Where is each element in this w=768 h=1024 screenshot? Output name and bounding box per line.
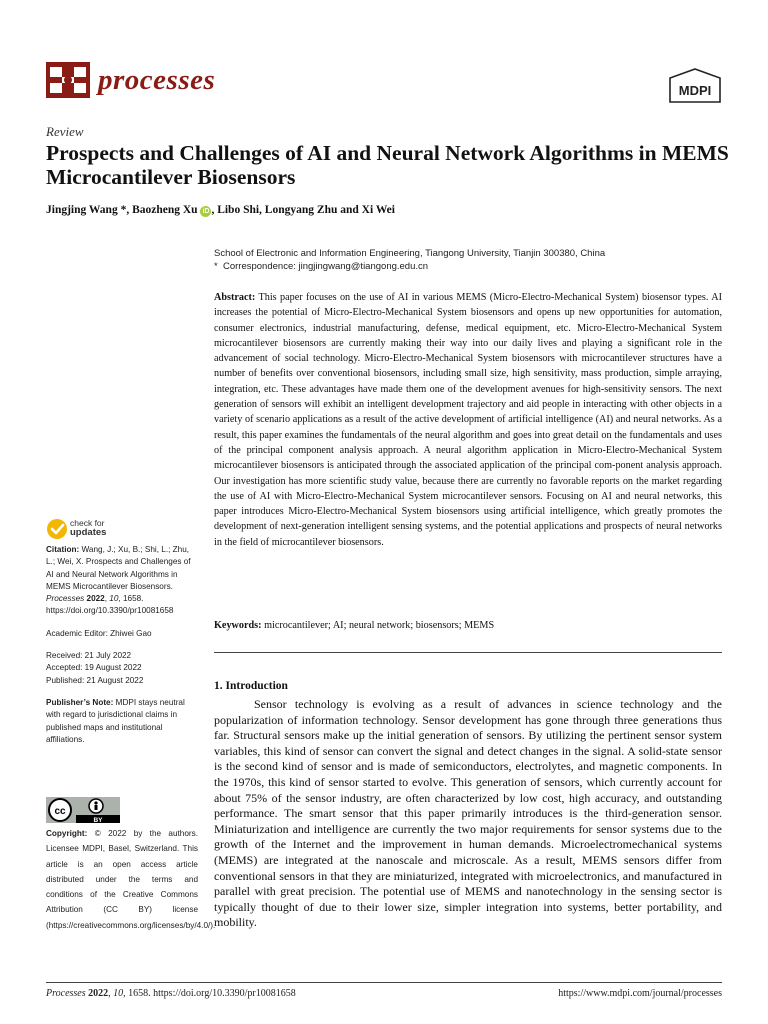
mdpi-logo-text: MDPI bbox=[678, 83, 712, 98]
abstract-label: Abstract: bbox=[214, 292, 256, 303]
published-date: Published: 21 August 2022 bbox=[46, 675, 144, 685]
article-title: Prospects and Challenges of AI and Neural Network Algorithms in MEMS Microcantilever Biosensors bbox=[46, 141, 729, 189]
publisher-note bbox=[46, 697, 198, 746]
check-for-updates-badge[interactable] bbox=[46, 516, 136, 542]
journal-logo bbox=[46, 62, 90, 98]
citation-volume: 10 bbox=[109, 594, 119, 604]
publisher-note-text: MDPI stays neutral with regard to jurisdictional claims in published maps and institutional affiliations. bbox=[46, 697, 185, 744]
check-updates-line2: updates bbox=[70, 527, 107, 538]
cc-by-license-badge[interactable] bbox=[46, 797, 120, 823]
publisher-note-label: Publisher’s Note: bbox=[46, 697, 114, 707]
mdpi-logo bbox=[668, 68, 722, 104]
citation-text: Wang, J.; Xu, B.; Shi, L.; Zhu, L.; Wei, X. Prospects and Challenges of AI and Neural Network Algorithms in MEMS Microcantilever Biosensors. bbox=[46, 545, 191, 591]
abstract-text: This paper focuses on the use of AI in various MEMS (Micro-Electro-Mechanical System) biosensor types. AI increases the potential of Micro-Electro-Mechanical System biosensors and opens up new opportunities for automation, consumer electronics, industrial manufacturing, defense, medical equipment, etc. Micro-Electro-Mechanical System microcantilever biosensors are currently making their way into our daily lives and playing a significant role in the advancement of social technology. Micro-Electro-Mechanical System biosensors with microcantilever structures have a number of benefits over conventional biosensors, including small size, high sensitivity, mass production, simple arraying, integration, etc. These advantages have made them one of the development avenues for high-sensitivity sensors. The next generation of sensors will exhibit an intelligent development trajectory and aid people in interacting with other objects in a variety of scenario applications as a result of the active development of artificial intelligence (AI) and neural networks. As a result, this paper examines the fundamentals of the neural algorithm and goes into great detail on the fundamentals and uses of the principal component analysis approach. A neural algorithm application in Micro-Electro-Mechanical System microcantilever biosensors is anticipated through the associated application of the principal com-ponent analysis approach. Our investigation has more scientific study value, because there are currently no favorable reports on the market regarding the use of AI with Micro-Electro-Mechanical System microcantilever sensors. Focusing on AI and neural networks, this paper introduces Micro-Electro-Mechanical System biosensors using artificial intelligence, which greatly promotes the development of next-generation intelligent sensing systems, and the potential applications and prospects of neural networks in the field of microcantilever biosensors. bbox=[214, 292, 722, 548]
footer-doi[interactable]: , 1658. https://doi.org/10.3390/pr10081658 bbox=[123, 988, 296, 999]
copyright-label: Copyright: bbox=[46, 829, 88, 838]
footer-volume: 10 bbox=[113, 988, 124, 999]
correspondence-mark: * bbox=[214, 261, 218, 272]
affiliation-block bbox=[214, 247, 605, 273]
orcid-icon[interactable]: iD bbox=[202, 208, 210, 215]
abstract bbox=[214, 290, 722, 550]
footer-year: 2022 bbox=[88, 988, 109, 999]
keywords-text: microcantilever; AI; neural network; biosensors; MEMS bbox=[264, 620, 495, 631]
correspondence-email: Correspondence: jingjingwang@tiangong.edu.cn bbox=[222, 261, 429, 272]
citation: Citation: Wang, J.; Xu, B.; Shi, L.; Zhu, L.; Wei, X. Prospects and Challenges of AI and Neural Network Algorithms in MEMS Microcantilever Biosensors. Processes 2022, 10, 1658. https://doi.org/10.3390/pr10081658 bbox=[46, 545, 191, 616]
correspondence-line bbox=[214, 260, 605, 273]
authors-part-2: , Libo Shi, Longyang Zhu and Xi Wei bbox=[211, 204, 395, 216]
copyright-notice bbox=[46, 826, 216, 933]
footer-divider bbox=[46, 982, 722, 983]
citation-doi[interactable]: , 1658. https://doi.org/10.3390/pr10081658 bbox=[46, 594, 174, 616]
footer-journal-url[interactable]: https://www.mdpi.com/journal/processes bbox=[558, 988, 722, 999]
received-date: Received: 21 July 2022 bbox=[46, 651, 132, 661]
journal-name: processes bbox=[98, 64, 216, 96]
svg-text:cc: cc bbox=[54, 806, 66, 817]
affiliation: School of Electronic and Information Engineering, Tiangong University, Tianjin 300380, China bbox=[214, 248, 606, 259]
footer-citation: Processes 2022, 10, 1658. https://doi.org/10.3390/pr10081658 bbox=[46, 988, 296, 999]
article-type: Review bbox=[46, 124, 84, 139]
copyright-text: © 2022 by the authors. Licensee MDPI, Basel, Switzerland. This article is an open access article distributed under the terms and conditions of the Creative Commons Attribution (CC BY) license (https://creativecommons.org/licenses/by/4.0/). bbox=[46, 829, 216, 930]
author-list bbox=[46, 204, 395, 217]
article-info-sidebar bbox=[46, 544, 198, 756]
citation-label: Citation: bbox=[46, 545, 80, 554]
keywords-label: Keywords: bbox=[214, 620, 262, 631]
accepted-date: Accepted: 19 August 2022 bbox=[46, 663, 142, 673]
section-divider bbox=[214, 652, 722, 653]
academic-editor: Academic Editor: Zhiwei Gao bbox=[46, 628, 152, 638]
check-updates-icon bbox=[46, 518, 68, 540]
cc-badge-label: BY bbox=[93, 816, 103, 823]
check-updates-line1: check for bbox=[70, 518, 105, 528]
citation-year: 2022 bbox=[86, 594, 105, 604]
footer-journal: Processes bbox=[46, 988, 86, 999]
section-body: Sensor technology is evolving as a result of advances in science technology and the popularization of information technology. Sensor development has gone through three generations thus far. Structural sensors make up the initial generation of sensors. By utilizing the pertinent sensor system variables, this kind of sensor can convert the signal and detect changes in the signal. A solid-state sensor is the second kind of sensor and is made of semiconductors, electrolytes, and magnetic components. In the 1970s, this kind of sensor started to evolve. This generation of sensors, which currently account for about 75% of the sensor industry, are often characterized by low cost, high accuracy, and outstanding performance. The smart sensor that this paper primarily introduces is the third-generation sensor. Miniaturization and intelligence are currently the two major requirements for sensor systems due to the growth of the Internet and the improvement in human demands. Microelectromechanical systems (MEMS) are integrated at the nanoscale and microscale. As a result, MEMS sensors differ from conventional sensors in that they are miniaturized, integrated with microelectronics, and manufactured in parallel with great precision. The potential use of MEMS and nanotechnology in the sensing sector is typically thought of due to their lower size, simpler integration into systems, better portability, and mobility. bbox=[214, 697, 722, 930]
citation-journal: Processes bbox=[46, 594, 85, 604]
authors-part-1: Jingjing Wang *, Baozheng Xu bbox=[46, 204, 198, 216]
section-heading: 1. Introduction bbox=[214, 680, 288, 692]
keywords bbox=[214, 618, 722, 633]
